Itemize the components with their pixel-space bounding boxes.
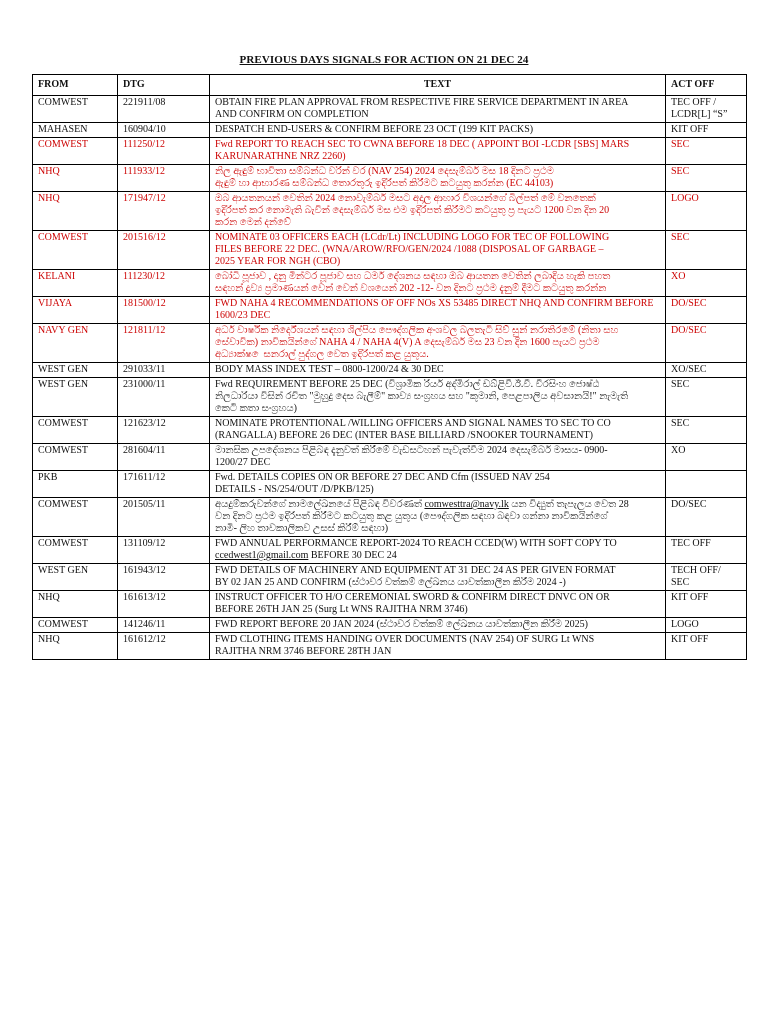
cell-text: [210, 297, 666, 324]
text-line: කෙටි කතා සංග්‍රහය): [215, 403, 297, 414]
text-line: FWD REPORT BEFORE 20 JAN 2024 (ස්ථාවර වත්කම් ලේඛනය යාවත්කාලීන කිරීම 2025): [215, 619, 588, 630]
cell-from: NHQ: [33, 633, 118, 660]
act-line: KIT OFF: [671, 592, 709, 603]
cell-act-off: [666, 123, 747, 138]
text-line: 1200/27 DEC: [215, 457, 271, 468]
text-line: BODY MASS INDEX TEST – 0800-1200/24 & 30 DEC: [215, 364, 444, 375]
table-row: [33, 417, 747, 444]
cell-text: [210, 417, 666, 444]
act-line: LOGO: [671, 193, 699, 204]
act-line: LOGO: [671, 619, 699, 630]
cell-act-off: [666, 138, 747, 165]
text-line: නිල ඇඳුම් භාවිතා සම්බන්ධ වරින් වර (NAV 254) 2024 දෙසැම්බර් මස 18 දිනට ප්‍රථම: [215, 166, 554, 177]
text-line: ඉදිරිපත් කර නොමැති බැවින් දෙසැම්බර් මස එම ඉදිරිපත් කිරීමට කටයුතු ප්‍ර පැයට 1200 වන දින 20: [215, 205, 610, 216]
text-line: සේවාවික) නාවිකයින්ගේ NAHA 4 / NAHA 4(V) A දෙසැම්බර් මස 23 වන දින 1600 පැයට ප්‍රථම: [215, 337, 600, 348]
cell-act-off: [666, 297, 747, 324]
cell-text: [210, 618, 666, 633]
cell-dtg: 161613/12: [118, 591, 210, 618]
table-header-row: [33, 75, 747, 96]
text-segment: අයදුම්කරුවන්ගේ නාමලේඛනයේ පිළිබඳ විවරණත්: [215, 499, 425, 510]
text-line: 1600/23 DEC: [215, 310, 271, 321]
act-line: SEC: [671, 166, 690, 177]
text-line: වන දිනට ප්‍රථම ඉදිරිපත් කිරීමට කටයුතු කළ යුතුය (පෞද්ගලික සඳහා බඳවා ගන්නා නාවිකයින්ගේ: [215, 511, 608, 522]
text-line: අර්ධ වාර්ෂික නිර්දේශයන් සඳහා ශිල්පිය පෞද්ගලික අංශවල බලතැටි සිව් සුන් නරාතිරමේ (නිතා සහ: [215, 325, 619, 336]
text-line: Fwd REPORT TO REACH SEC TO CWNA BEFORE 18 DEC ( APPOINT BOI -LCDR [SBS] MARS: [215, 139, 630, 150]
act-line: SEC: [671, 139, 690, 150]
cell-from: COMWEST: [33, 417, 118, 444]
text-line: NOMINATE PROTENTIONAL /WILLING OFFICERS AND SIGNAL NAMES TO SEC TO CO: [215, 418, 611, 429]
cell-text: [210, 591, 666, 618]
act-line: DO/SEC: [671, 325, 707, 336]
text-line: ඔබ ආයතනයන් වෙතින් 2024 නොවැම්බර් මසට අදාල ආහාර විශයන්ගේ බිල්පත් මේ වනතෙක්: [215, 193, 596, 204]
signals-table: [32, 74, 747, 660]
cell-act-off: [666, 591, 747, 618]
text-line: NOMINATE 03 OFFICERS EACH (LCdr/Lt) INCLUDING LOGO FOR TEC OF FOLLOWING: [215, 232, 610, 243]
header-from: FROM: [33, 75, 118, 96]
act-line: XO/SEC: [671, 364, 707, 375]
cell-text: [210, 324, 666, 363]
act-line: KIT OFF: [671, 634, 709, 645]
table-row: [33, 231, 747, 270]
text-line: Fwd REQUIREMENT BEFORE 25 DEC (විශ්‍රාමික රියර් අද්මිරාල් ඩබ්ළිවී.ඊ.වී. වීරසිංහ ජොෂ්ඨ: [215, 379, 600, 390]
cell-act-off: [666, 537, 747, 564]
table-row: [33, 363, 747, 378]
act-line: XO: [671, 271, 686, 282]
cell-dtg: 111933/12: [118, 165, 210, 192]
cell-act-off: [666, 417, 747, 444]
table-row: [33, 591, 747, 618]
act-line: DO/SEC: [671, 298, 707, 309]
cell-from: WEST GEN: [33, 363, 118, 378]
cell-text: [210, 138, 666, 165]
cell-dtg: 201505/11: [118, 498, 210, 537]
act-line: DO/SEC: [671, 499, 707, 510]
act-line: TEC OFF: [671, 538, 711, 549]
text-line: BEFORE 26TH JAN 25 (Surg Lt WNS RAJITHA NRM 3746): [215, 604, 468, 615]
table-row: [33, 192, 747, 231]
cell-from: KELANI: [33, 270, 118, 297]
cell-from: COMWEST: [33, 498, 118, 537]
cell-from: COMWEST: [33, 96, 118, 123]
cell-dtg: 121811/12: [118, 324, 210, 363]
act-line: SEC: [671, 379, 690, 390]
text-line: FWD CLOTHING ITEMS HANDING OVER DOCUMENTS (NAV 254) OF SURG Lt WNS: [215, 634, 595, 645]
act-line: TEC OFF /: [671, 97, 717, 108]
cell-dtg: 171947/12: [118, 192, 210, 231]
table-row: [33, 138, 747, 165]
cell-dtg: 161943/12: [118, 564, 210, 591]
cell-from: COMWEST: [33, 444, 118, 471]
cell-text: [210, 564, 666, 591]
cell-dtg: 231000/11: [118, 378, 210, 417]
email-link[interactable]: comwesttra@navy.lk: [424, 499, 509, 510]
cell-from: NHQ: [33, 165, 118, 192]
cell-act-off: [666, 231, 747, 270]
text-line: Fwd. DETAILS COPIES ON OR BEFORE 27 DEC AND Cfm (ISSUED NAV 254: [215, 472, 550, 483]
cell-act-off: [666, 618, 747, 633]
cell-act-off: [666, 378, 747, 417]
text-line: DETAILS - NS/254/OUT /D/PKB/125): [215, 484, 374, 495]
text-segment: යන විද්‍යුත් තැපැලය වෙත 28: [508, 499, 629, 510]
cell-act-off: [666, 324, 747, 363]
text-line: කරන මෙන් දන්වේ: [215, 217, 291, 228]
act-line: KIT OFF: [671, 124, 709, 135]
cell-from: MAHASEN: [33, 123, 118, 138]
act-line: SEC: [671, 577, 690, 588]
cell-act-off: [666, 270, 747, 297]
cell-text: [210, 471, 666, 498]
text-line: FWD NAHA 4 RECOMMENDATIONS OF OFF NOs XS 53485 DIRECT NHQ AND CONFIRM BEFORE: [215, 298, 654, 309]
text-line: OBTAIN FIRE PLAN APPROVAL FROM RESPECTIVE FIRE SERVICE DEPARTMENT IN AREA: [215, 97, 629, 108]
header-act-off: ACT OFF: [666, 75, 747, 96]
header-dtg: DTG: [118, 75, 210, 96]
cell-text: [210, 378, 666, 417]
cell-dtg: 121623/12: [118, 417, 210, 444]
cell-text: [210, 633, 666, 660]
cell-act-off: [666, 165, 747, 192]
cell-dtg: 161612/12: [118, 633, 210, 660]
text-line: නාමි- ලිහ තාවකාලිකව උසස් කිරීම් සඳහා): [215, 523, 389, 534]
text-line: අධ්‍යාක්ෂ ෙසනරාල් පුද්ගල වෙත ඉදිරිපත් කළ යුතුය.: [215, 349, 429, 360]
cell-text: [210, 165, 666, 192]
cell-dtg: 111250/12: [118, 138, 210, 165]
cell-text: [210, 123, 666, 138]
text-line: KARUNARATHNE NRZ 2260): [215, 151, 346, 162]
text-line: FWD ANNUAL PERFORMANCE REPORT-2024 TO REACH CCED(W) WITH SOFT COPY TO: [215, 538, 617, 549]
act-line: SEC: [671, 418, 690, 429]
cell-from: NHQ: [33, 591, 118, 618]
cell-dtg: 160904/10: [118, 123, 210, 138]
header-text: TEXT: [210, 75, 666, 96]
text-line: මානසික උපදේශනය පිළිබඳ දැනුවත් කිරීමේ වැඩසටහන් පැවැත්වීම 2024 දෙසැම්බර් මාසය- 0900-: [215, 445, 608, 456]
table-row: [33, 618, 747, 633]
table-row: [33, 297, 747, 324]
cell-dtg: 111230/12: [118, 270, 210, 297]
cell-act-off: [666, 498, 747, 537]
cell-act-off: [666, 564, 747, 591]
text-segment: BEFORE 30 DEC 24: [308, 550, 397, 561]
cell-dtg: 221911/08: [118, 96, 210, 123]
cell-act-off: [666, 633, 747, 660]
text-line: 2025 YEAR FOR NGH (CBO): [215, 256, 341, 267]
act-line: SEC: [671, 232, 690, 243]
act-line: LCDR[L] “S”: [671, 109, 728, 120]
cell-act-off: [666, 192, 747, 231]
text-line: AND CONFIRM ON COMPLETION: [215, 109, 369, 120]
cell-dtg: 141246/11: [118, 618, 210, 633]
table-row: [33, 123, 747, 138]
cell-from: WEST GEN: [33, 564, 118, 591]
cell-text: [210, 231, 666, 270]
table-row: [33, 444, 747, 471]
text-line: FILES BEFORE 22 DEC. (WNA/AROW/RFO/GEN/2024 /1088 (DISPOSAL OF GARBAGE –: [215, 244, 604, 255]
table-row: [33, 471, 747, 498]
text-line: DESPATCH END-USERS & CONFIRM BEFORE 23 OCT (199 KIT PACKS): [215, 124, 534, 135]
cell-text: [210, 498, 666, 537]
text-line: බෝධි පූජාව , දානු මින්ටර පූජාව සහ ධර්ම දේශනය සඳහා ඔබ ආයතන වෙතින් ලබාදිය හැකි පහත: [215, 271, 611, 282]
table-row: [33, 96, 747, 123]
cell-act-off: [666, 471, 747, 498]
text-line: INSTRUCT OFFICER TO H/O CEREMONIAL SWORD & CONFIRM DIRECT DNVC ON OR: [215, 592, 610, 603]
cell-act-off: [666, 96, 747, 123]
cell-from: COMWEST: [33, 537, 118, 564]
table-row: [33, 537, 747, 564]
cell-text: [210, 192, 666, 231]
text-line: [215, 550, 660, 562]
text-line: නිලධාරියා විසින් රචිත "මුහුදු දෙස බැලීම්" කාව්‍ය සංග්‍රහය සහ "කුමානි, පෙළපාලිය අවසානයි!" නැමැති: [215, 391, 629, 402]
cell-from: PKB: [33, 471, 118, 498]
cell-dtg: 281604/11: [118, 444, 210, 471]
cell-dtg: 131109/12: [118, 537, 210, 564]
cell-dtg: 291033/11: [118, 363, 210, 378]
cell-from: COMWEST: [33, 231, 118, 270]
text-line: FWD DETAILS OF MACHINERY AND EQUIPMENT AT 31 DEC 24 AS PER GIVEN FORMAT: [215, 565, 616, 576]
text-line: RAJITHA NRM 3746 BEFORE 28TH JAN: [215, 646, 392, 657]
text-line: (RANGALLA) BEFORE 26 DEC (INTER BASE BILLIARD /SNOOKER TOURNAMENT): [215, 430, 593, 441]
cell-from: VIJAYA: [33, 297, 118, 324]
page-title: PREVIOUS DAYS SIGNALS FOR ACTION ON 21 DEC 24: [239, 54, 529, 66]
act-line: TECH OFF/: [671, 565, 721, 576]
cell-dtg: 181500/12: [118, 297, 210, 324]
cell-from: COMWEST: [33, 138, 118, 165]
text-line: [215, 499, 660, 511]
table-row: [33, 633, 747, 660]
table-row: [33, 378, 747, 417]
text-line: ඇඳුම් හා ආභාරණ සම්බන්ධ තොරතුරු ඉදිරිපත් කිරීමට කටයුතු කරන්න (EC 44103): [215, 178, 554, 189]
table-row: [33, 270, 747, 297]
table-row: [33, 498, 747, 537]
cell-from: WEST GEN: [33, 378, 118, 417]
cell-text: [210, 444, 666, 471]
table-row: [33, 165, 747, 192]
text-line: BY 02 JAN 25 AND CONFIRM (ස්ථාවර වත්කම් ලේඛනය යාවත්කාලීන කිරීම 2024 -): [215, 577, 566, 588]
cell-text: [210, 537, 666, 564]
cell-from: COMWEST: [33, 618, 118, 633]
cell-from: NHQ: [33, 192, 118, 231]
text-line: සඳහන් ද්‍රව්‍ය ප්‍රමාණයන් වෙන් වෙන් වශයෙන් 202 -12- වන දිනට ප්‍රථම දැනුම් දීමට කටයුතු කරන්න: [215, 283, 607, 294]
cell-dtg: 171611/12: [118, 471, 210, 498]
cell-act-off: [666, 363, 747, 378]
cell-from: NAVY GEN: [33, 324, 118, 363]
table-row: [33, 324, 747, 363]
email-link[interactable]: ccedwest1@gmail.com: [215, 550, 309, 561]
cell-dtg: 201516/12: [118, 231, 210, 270]
table-row: [33, 564, 747, 591]
cell-text: [210, 363, 666, 378]
cell-text: [210, 270, 666, 297]
cell-act-off: [666, 444, 747, 471]
cell-text: [210, 96, 666, 123]
act-line: XO: [671, 445, 686, 456]
